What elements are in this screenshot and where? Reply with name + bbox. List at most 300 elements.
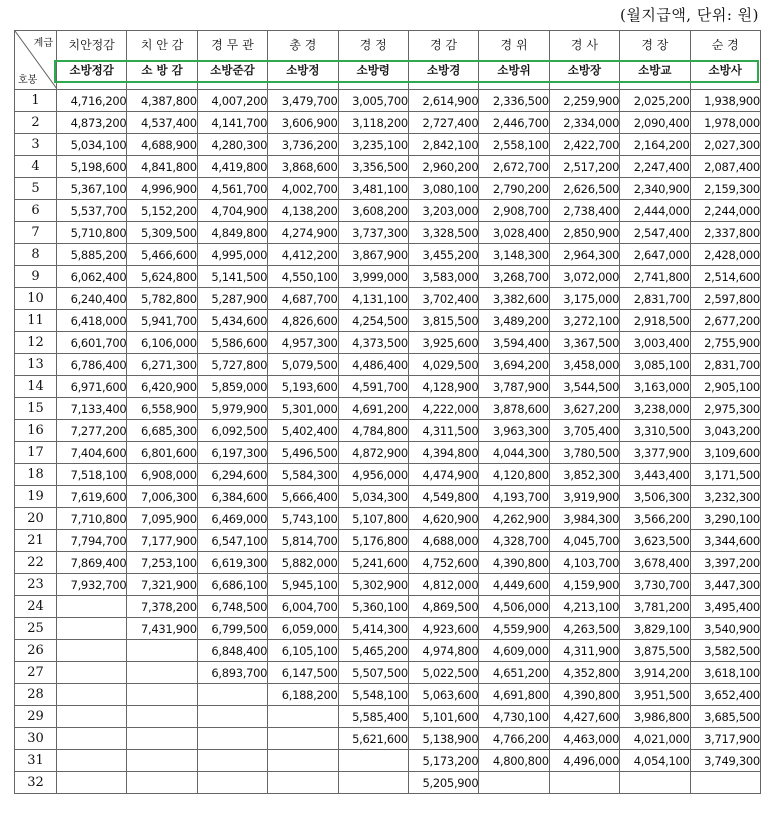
salary-cell: 3,984,300 — [549, 508, 619, 530]
salary-cell: 3,506,300 — [620, 486, 690, 508]
police-rank-label: 경 정 — [359, 38, 387, 52]
salary-cell — [57, 684, 127, 706]
salary-cell — [127, 750, 197, 772]
salary-cell: 3,919,900 — [549, 486, 619, 508]
corner-cell — [15, 31, 57, 90]
step-cell: 30 — [15, 728, 57, 750]
salary-cell: 3,481,100 — [338, 178, 408, 200]
salary-cell — [268, 728, 338, 750]
salary-cell: 2,918,500 — [620, 310, 690, 332]
rank-header — [268, 31, 338, 90]
salary-cell: 5,945,100 — [268, 574, 338, 596]
salary-cell: 5,885,200 — [57, 244, 127, 266]
salary-cell: 6,420,900 — [127, 376, 197, 398]
salary-cell: 4,691,800 — [479, 684, 549, 706]
salary-cell: 6,547,100 — [197, 530, 267, 552]
table-row — [15, 662, 761, 684]
salary-cell: 4,352,800 — [549, 662, 619, 684]
fire-rank-label: 소방사 — [708, 63, 742, 77]
salary-cell: 5,034,100 — [57, 134, 127, 156]
salary-cell: 4,496,000 — [549, 750, 619, 772]
police-rank-label: 경 위 — [500, 38, 528, 52]
salary-cell: 3,085,100 — [620, 354, 690, 376]
table-row — [15, 442, 761, 464]
salary-cell: 2,025,200 — [620, 90, 690, 112]
salary-cell: 3,878,600 — [479, 398, 549, 420]
salary-cell: 4,138,200 — [268, 200, 338, 222]
step-cell: 24 — [15, 596, 57, 618]
police-rank-label: 총 경 — [289, 38, 317, 52]
salary-cell: 2,964,300 — [549, 244, 619, 266]
step-cell: 32 — [15, 772, 57, 794]
salary-cell: 5,666,400 — [268, 486, 338, 508]
salary-cell: 5,287,900 — [197, 288, 267, 310]
salary-cell: 6,558,900 — [127, 398, 197, 420]
salary-cell: 4,254,500 — [338, 310, 408, 332]
salary-cell: 3,875,500 — [620, 640, 690, 662]
salary-cell: 6,908,000 — [127, 464, 197, 486]
salary-cell: 6,294,600 — [197, 464, 267, 486]
salary-cell: 4,103,700 — [549, 552, 619, 574]
step-cell: 2 — [15, 112, 57, 134]
salary-cell: 4,394,800 — [408, 442, 478, 464]
salary-cell: 2,247,400 — [620, 156, 690, 178]
table-row — [15, 728, 761, 750]
salary-cell: 6,147,500 — [268, 662, 338, 684]
salary-cell: 2,340,900 — [620, 178, 690, 200]
salary-cell: 6,786,400 — [57, 354, 127, 376]
salary-cell: 3,377,900 — [620, 442, 690, 464]
salary-cell: 5,466,600 — [127, 244, 197, 266]
salary-cell: 3,730,700 — [620, 574, 690, 596]
salary-cell: 5,141,500 — [197, 266, 267, 288]
rank-header — [197, 31, 267, 90]
step-cell: 5 — [15, 178, 57, 200]
salary-cell — [620, 772, 690, 794]
salary-cell: 4,002,700 — [268, 178, 338, 200]
salary-cell — [479, 772, 549, 794]
salary-cell: 3,951,500 — [620, 684, 690, 706]
salary-cell: 6,384,600 — [197, 486, 267, 508]
salary-cell: 2,842,100 — [408, 134, 478, 156]
step-cell: 7 — [15, 222, 57, 244]
step-cell: 20 — [15, 508, 57, 530]
salary-cell: 2,558,100 — [479, 134, 549, 156]
salary-cell: 4,044,300 — [479, 442, 549, 464]
salary-cell: 3,003,400 — [620, 332, 690, 354]
police-rank-label: 경 장 — [641, 38, 669, 52]
salary-cell: 5,152,200 — [127, 200, 197, 222]
fire-rank-label: 소 방 감 — [141, 63, 183, 77]
salary-cell: 4,412,200 — [268, 244, 338, 266]
salary-cell: 4,704,900 — [197, 200, 267, 222]
salary-cell — [57, 662, 127, 684]
salary-cell: 7,253,100 — [127, 552, 197, 574]
salary-cell — [197, 772, 267, 794]
salary-cell — [268, 750, 338, 772]
step-cell: 9 — [15, 266, 57, 288]
table-row — [15, 222, 761, 244]
step-cell: 12 — [15, 332, 57, 354]
salary-cell: 4,730,100 — [479, 706, 549, 728]
salary-cell: 4,957,300 — [268, 332, 338, 354]
step-cell: 19 — [15, 486, 57, 508]
step-cell: 13 — [15, 354, 57, 376]
salary-cell: 6,105,100 — [268, 640, 338, 662]
table-row — [15, 332, 761, 354]
step-cell: 8 — [15, 244, 57, 266]
salary-cell: 6,685,300 — [127, 420, 197, 442]
salary-cell: 2,626,500 — [549, 178, 619, 200]
rank-header — [479, 31, 549, 90]
salary-cell: 7,133,400 — [57, 398, 127, 420]
salary-cell: 6,619,300 — [197, 552, 267, 574]
salary-cell: 2,677,200 — [690, 310, 760, 332]
salary-cell — [57, 596, 127, 618]
salary-cell — [127, 772, 197, 794]
salary-cell: 5,782,800 — [127, 288, 197, 310]
salary-cell: 3,290,100 — [690, 508, 760, 530]
salary-cell — [127, 706, 197, 728]
salary-cell: 3,148,300 — [479, 244, 549, 266]
salary-cell: 3,397,200 — [690, 552, 760, 574]
salary-cell: 6,971,600 — [57, 376, 127, 398]
salary-cell: 5,176,800 — [338, 530, 408, 552]
salary-cell: 4,274,900 — [268, 222, 338, 244]
salary-cell — [197, 706, 267, 728]
salary-cell — [57, 618, 127, 640]
police-rank-label: 치 안 감 — [140, 38, 184, 52]
salary-cell — [197, 684, 267, 706]
rank-header — [57, 31, 127, 90]
salary-cell: 2,517,200 — [549, 156, 619, 178]
salary-cell: 4,974,800 — [408, 640, 478, 662]
salary-cell: 3,310,500 — [620, 420, 690, 442]
step-cell: 26 — [15, 640, 57, 662]
salary-cell: 3,479,700 — [268, 90, 338, 112]
salary-cell — [268, 706, 338, 728]
salary-cell: 7,277,200 — [57, 420, 127, 442]
salary-cell: 3,627,200 — [549, 398, 619, 420]
salary-cell: 3,171,500 — [690, 464, 760, 486]
step-cell: 27 — [15, 662, 57, 684]
salary-cell: 6,062,400 — [57, 266, 127, 288]
salary-cell: 3,749,300 — [690, 750, 760, 772]
salary-cell: 3,175,000 — [549, 288, 619, 310]
salary-cell: 2,547,400 — [620, 222, 690, 244]
salary-cell: 3,566,200 — [620, 508, 690, 530]
table-row — [15, 596, 761, 618]
salary-cell: 5,979,900 — [197, 398, 267, 420]
salary-cell: 3,787,900 — [479, 376, 549, 398]
salary-cell: 2,738,400 — [549, 200, 619, 222]
salary-cell: 6,801,600 — [127, 442, 197, 464]
salary-cell: 7,932,700 — [57, 574, 127, 596]
salary-cell: 2,727,400 — [408, 112, 478, 134]
police-rank-label: 치안정감 — [68, 38, 115, 52]
police-rank-label: 경 감 — [430, 38, 458, 52]
salary-cell: 7,710,800 — [57, 508, 127, 530]
salary-cell: 3,737,300 — [338, 222, 408, 244]
salary-cell: 6,893,700 — [197, 662, 267, 684]
salary-cell: 5,302,900 — [338, 574, 408, 596]
salary-cell: 6,092,500 — [197, 420, 267, 442]
salary-cell: 3,815,500 — [408, 310, 478, 332]
table-row — [15, 508, 761, 530]
salary-cell: 5,193,600 — [268, 376, 338, 398]
rank-header — [408, 31, 478, 90]
salary-cell: 2,647,000 — [620, 244, 690, 266]
salary-cell: 5,241,600 — [338, 552, 408, 574]
salary-cell: 3,702,400 — [408, 288, 478, 310]
salary-cell: 4,419,800 — [197, 156, 267, 178]
salary-cell: 6,469,000 — [197, 508, 267, 530]
salary-cell: 4,609,000 — [479, 640, 549, 662]
salary-cell: 3,118,200 — [338, 112, 408, 134]
salary-cell: 5,402,400 — [268, 420, 338, 442]
step-cell: 17 — [15, 442, 57, 464]
table-row — [15, 772, 761, 794]
fire-rank-label: 소방경 — [426, 63, 461, 77]
salary-cell: 3,495,400 — [690, 596, 760, 618]
salary-cell: 2,159,300 — [690, 178, 760, 200]
step-cell: 14 — [15, 376, 57, 398]
step-cell: 18 — [15, 464, 57, 486]
salary-cell: 4,873,200 — [57, 112, 127, 134]
salary-cell: 4,131,100 — [338, 288, 408, 310]
step-cell: 31 — [15, 750, 57, 772]
salary-cell: 2,336,500 — [479, 90, 549, 112]
salary-cell: 4,766,200 — [479, 728, 549, 750]
salary-cell: 7,378,200 — [127, 596, 197, 618]
salary-cell: 2,905,100 — [690, 376, 760, 398]
salary-cell: 3,582,500 — [690, 640, 760, 662]
salary-cell: 3,868,600 — [268, 156, 338, 178]
salary-cell: 3,443,400 — [620, 464, 690, 486]
salary-cell: 4,222,000 — [408, 398, 478, 420]
salary-cell: 5,414,300 — [338, 618, 408, 640]
salary-cell: 6,271,300 — [127, 354, 197, 376]
table-row — [15, 376, 761, 398]
table-row — [15, 266, 761, 288]
salary-cell: 5,465,200 — [338, 640, 408, 662]
salary-cell: 4,849,800 — [197, 222, 267, 244]
salary-cell: 4,841,800 — [127, 156, 197, 178]
salary-cell: 2,422,700 — [549, 134, 619, 156]
salary-cell — [127, 640, 197, 662]
salary-cell: 6,106,000 — [127, 332, 197, 354]
salary-cell: 3,344,600 — [690, 530, 760, 552]
rank-header — [690, 31, 760, 90]
salary-cell: 6,748,500 — [197, 596, 267, 618]
salary-cell: 2,831,700 — [690, 354, 760, 376]
salary-cell: 2,975,300 — [690, 398, 760, 420]
salary-cell: 4,784,800 — [338, 420, 408, 442]
salary-cell: 6,004,700 — [268, 596, 338, 618]
table-row — [15, 354, 761, 376]
step-cell: 23 — [15, 574, 57, 596]
table-row — [15, 178, 761, 200]
salary-cell: 5,022,500 — [408, 662, 478, 684]
step-cell: 25 — [15, 618, 57, 640]
salary-cell: 3,028,400 — [479, 222, 549, 244]
salary-cell: 5,301,000 — [268, 398, 338, 420]
salary-cell: 7,321,900 — [127, 574, 197, 596]
salary-cell: 4,688,000 — [408, 530, 478, 552]
step-cell: 28 — [15, 684, 57, 706]
salary-cell: 4,463,000 — [549, 728, 619, 750]
salary-cell: 4,474,900 — [408, 464, 478, 486]
fire-rank-label: 소방령 — [356, 63, 390, 77]
step-cell: 4 — [15, 156, 57, 178]
salary-cell: 7,177,900 — [127, 530, 197, 552]
salary-cell: 6,197,300 — [197, 442, 267, 464]
salary-cell: 5,101,600 — [408, 706, 478, 728]
step-cell: 1 — [15, 90, 57, 112]
salary-cell: 6,848,400 — [197, 640, 267, 662]
salary-cell: 4,506,000 — [479, 596, 549, 618]
salary-cell: 5,727,800 — [197, 354, 267, 376]
salary-cell: 4,427,600 — [549, 706, 619, 728]
rank-header — [127, 31, 197, 90]
salary-cell: 6,686,100 — [197, 574, 267, 596]
salary-cell — [549, 772, 619, 794]
table-row — [15, 310, 761, 332]
table-row — [15, 530, 761, 552]
salary-cell: 4,620,900 — [408, 508, 478, 530]
salary-cell: 4,328,700 — [479, 530, 549, 552]
salary-cell — [690, 772, 760, 794]
salary-cell — [127, 684, 197, 706]
fire-rank-label: 소방정 — [286, 63, 320, 77]
salary-cell: 3,736,200 — [268, 134, 338, 156]
salary-cell: 3,455,200 — [408, 244, 478, 266]
salary-cell: 2,908,700 — [479, 200, 549, 222]
table-body — [15, 90, 761, 794]
table-row — [15, 200, 761, 222]
police-rank-label: 경 사 — [570, 38, 598, 52]
salary-cell: 3,238,000 — [620, 398, 690, 420]
salary-cell: 4,263,500 — [549, 618, 619, 640]
salary-cell: 6,059,000 — [268, 618, 338, 640]
fire-rank-label: 소방위 — [497, 63, 531, 77]
salary-cell: 3,080,100 — [408, 178, 478, 200]
salary-cell: 6,240,400 — [57, 288, 127, 310]
salary-cell: 7,619,600 — [57, 486, 127, 508]
salary-cell: 4,021,000 — [620, 728, 690, 750]
step-cell: 3 — [15, 134, 57, 156]
salary-cell: 4,549,800 — [408, 486, 478, 508]
salary-cell: 4,559,900 — [479, 618, 549, 640]
salary-cell: 3,109,600 — [690, 442, 760, 464]
salary-cell: 2,960,200 — [408, 156, 478, 178]
salary-cell: 3,356,500 — [338, 156, 408, 178]
salary-cell: 2,755,900 — [690, 332, 760, 354]
salary-cell: 5,198,600 — [57, 156, 127, 178]
salary-cell: 5,107,800 — [338, 508, 408, 530]
salary-cell: 5,496,500 — [268, 442, 338, 464]
salary-cell: 4,716,200 — [57, 90, 127, 112]
salary-cell: 4,387,800 — [127, 90, 197, 112]
salary-cell: 4,159,900 — [549, 574, 619, 596]
salary-cell: 3,489,200 — [479, 310, 549, 332]
step-label: 호봉 — [18, 75, 38, 86]
salary-cell: 2,027,300 — [690, 134, 760, 156]
salary-cell: 3,852,300 — [549, 464, 619, 486]
salary-cell: 5,621,600 — [338, 728, 408, 750]
salary-cell: 2,444,000 — [620, 200, 690, 222]
table-row — [15, 684, 761, 706]
salary-cell: 5,710,800 — [57, 222, 127, 244]
salary-cell — [57, 750, 127, 772]
salary-cell: 4,826,600 — [268, 310, 338, 332]
salary-cell: 3,594,400 — [479, 332, 549, 354]
table-row — [15, 244, 761, 266]
salary-cell: 5,624,800 — [127, 266, 197, 288]
salary-cell: 3,232,300 — [690, 486, 760, 508]
salary-cell — [197, 750, 267, 772]
salary-cell: 3,367,500 — [549, 332, 619, 354]
salary-cell: 4,120,800 — [479, 464, 549, 486]
salary-cell: 2,790,200 — [479, 178, 549, 200]
salary-cell: 3,717,900 — [690, 728, 760, 750]
salary-cell: 2,337,800 — [690, 222, 760, 244]
unit-note: (월지급액, 단위: 원) — [620, 6, 759, 24]
salary-cell: 4,045,700 — [549, 530, 619, 552]
step-cell: 11 — [15, 310, 57, 332]
fire-rank-label: 소방장 — [567, 63, 602, 77]
salary-cell: 3,544,500 — [549, 376, 619, 398]
step-cell: 6 — [15, 200, 57, 222]
salary-cell: 5,367,100 — [57, 178, 127, 200]
salary-cell: 3,005,700 — [338, 90, 408, 112]
salary-cell: 3,458,000 — [549, 354, 619, 376]
table-row — [15, 706, 761, 728]
salary-cell: 5,079,500 — [268, 354, 338, 376]
table-row — [15, 640, 761, 662]
salary-cell: 2,244,000 — [690, 200, 760, 222]
salary-cell: 3,925,600 — [408, 332, 478, 354]
salary-table — [14, 30, 761, 794]
table-row — [15, 90, 761, 112]
salary-cell: 3,447,300 — [690, 574, 760, 596]
salary-cell: 2,428,000 — [690, 244, 760, 266]
salary-cell: 6,799,500 — [197, 618, 267, 640]
salary-cell: 3,963,300 — [479, 420, 549, 442]
salary-cell: 3,780,500 — [549, 442, 619, 464]
police-rank-label: 경 무 관 — [211, 38, 254, 52]
salary-cell: 4,688,900 — [127, 134, 197, 156]
salary-cell: 3,999,000 — [338, 266, 408, 288]
step-cell: 15 — [15, 398, 57, 420]
salary-cell: 3,986,800 — [620, 706, 690, 728]
salary-cell: 7,518,100 — [57, 464, 127, 486]
salary-cell: 3,685,500 — [690, 706, 760, 728]
salary-cell: 4,054,100 — [620, 750, 690, 772]
salary-cell: 3,914,200 — [620, 662, 690, 684]
salary-cell: 4,812,000 — [408, 574, 478, 596]
salary-cell: 4,007,200 — [197, 90, 267, 112]
salary-cell: 4,213,100 — [549, 596, 619, 618]
step-cell: 16 — [15, 420, 57, 442]
salary-cell: 4,956,000 — [338, 464, 408, 486]
salary-cell: 4,029,500 — [408, 354, 478, 376]
salary-cell: 2,334,000 — [549, 112, 619, 134]
salary-cell: 3,328,500 — [408, 222, 478, 244]
salary-cell: 5,205,900 — [408, 772, 478, 794]
salary-cell: 4,262,900 — [479, 508, 549, 530]
salary-cell: 5,138,900 — [408, 728, 478, 750]
